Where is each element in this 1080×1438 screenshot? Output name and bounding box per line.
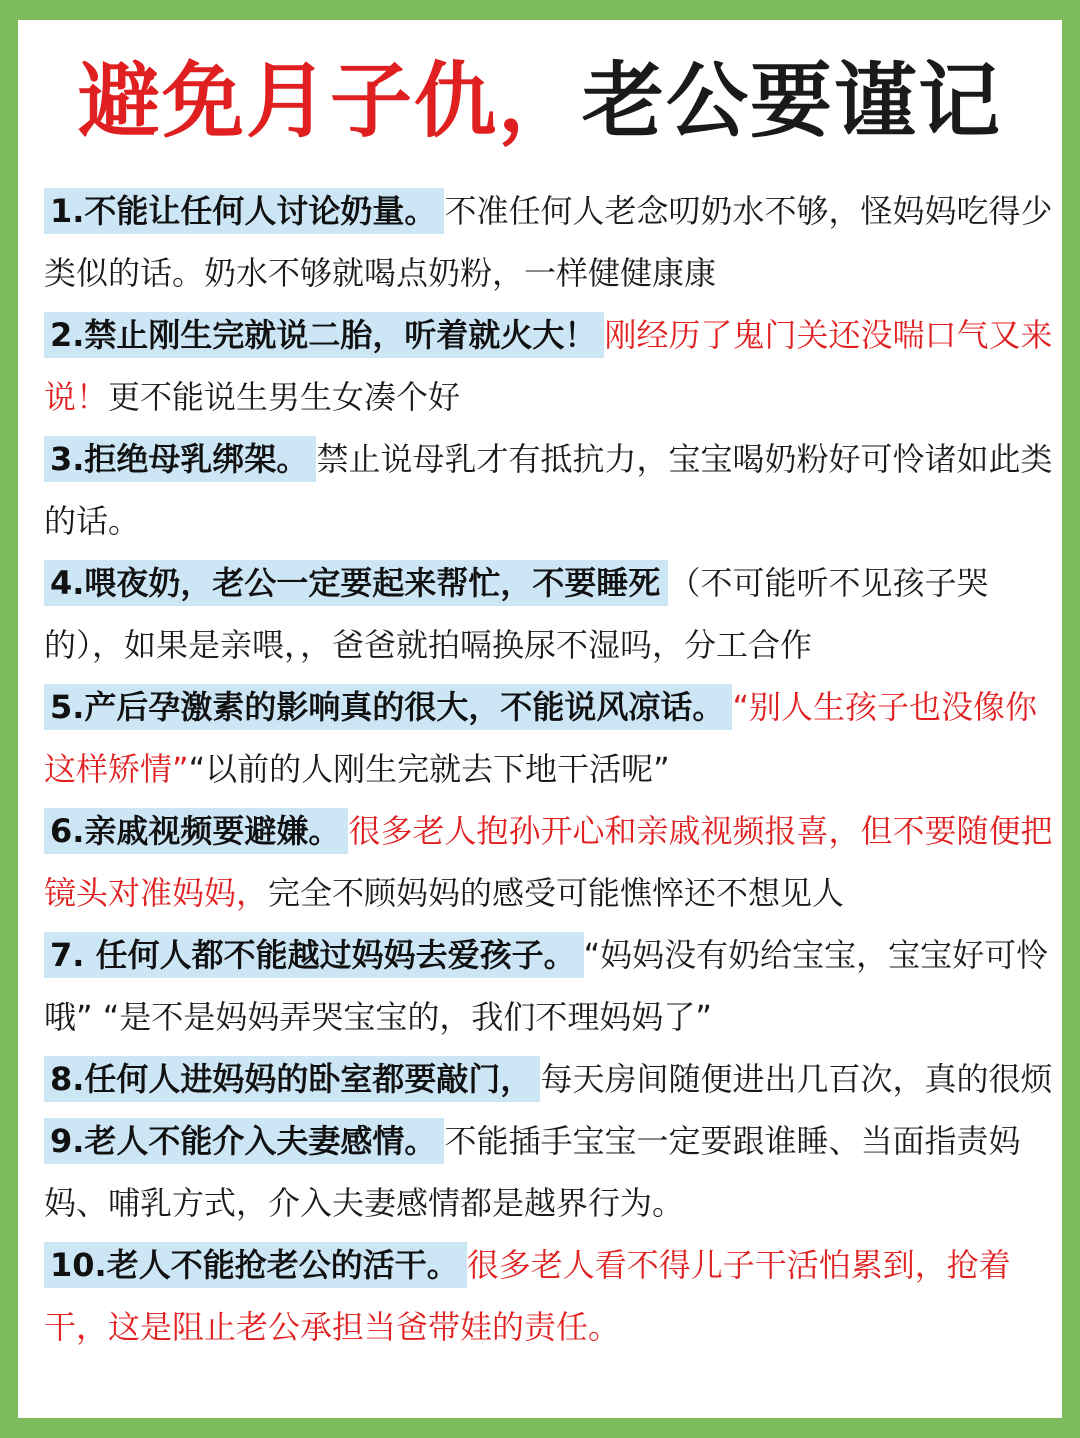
list-item	[44, 1234, 1064, 1358]
item-heading: 1.不能让任何人讨论奶量。	[44, 188, 444, 234]
item-heading: 8.任何人进妈妈的卧室都要敲门，	[44, 1056, 540, 1102]
list-item	[44, 924, 1064, 1048]
item-red-text: 很多老人抱孙开心和亲戚视频报喜，但不要随便把镜头对准妈妈，	[44, 812, 1053, 912]
item-heading: 2.禁止刚生完就说二胎，听着就火大！	[44, 312, 604, 358]
item-text: “妈妈没有奶给宝宝，宝宝好可怜哦” “是不是妈妈弄哭宝宝的，我们不理妈妈了”	[44, 936, 1049, 1036]
title-part-red: 避免月子仇，	[77, 54, 582, 149]
item-heading: 5.产后孕激素的影响真的很大，不能说风凉话。	[44, 684, 732, 730]
title-part-black: 老公要谨记	[582, 54, 1003, 149]
item-red-text: “别人生孩子也没像你这样矫情”	[44, 688, 1038, 788]
item-text: 不能插手宝宝一定要跟谁睡、当面指责妈妈、哺乳方式，介入夫妻感情都是越界行为。	[44, 1122, 1021, 1222]
item-text: 更不能说生男生女凑个好	[108, 378, 461, 416]
item-heading: 4.喂夜奶，老公一定要起来帮忙，不要睡死	[44, 560, 668, 606]
item-red-text: 刚经历了鬼门关还没喘口气又来说！	[44, 316, 1053, 416]
page-title	[0, 52, 1080, 152]
list-item	[44, 180, 1064, 304]
list-item	[44, 676, 1064, 800]
tips-list	[44, 180, 1064, 1358]
item-text: 不准任何人老念叨奶水不够，怪妈妈吃得少类似的话。奶水不够就喝点奶粉，一样健健康康	[44, 192, 1053, 292]
item-text: 禁止说母乳才有抵抗力，宝宝喝奶粉好可怜诸如此类的话。	[44, 440, 1053, 540]
item-text: 每天房间随便进出几百次，真的很烦	[540, 1060, 1053, 1098]
list-item	[44, 552, 1064, 676]
item-heading: 10.老人不能抢老公的活干。	[44, 1242, 467, 1288]
item-heading: 3.拒绝母乳绑架。	[44, 436, 316, 482]
item-heading: 7. 任何人都不能越过妈妈去爱孩子。	[44, 932, 584, 978]
list-item	[44, 800, 1064, 924]
item-red-text: 很多老人看不得儿子干活怕累到，抢着干，这是阻止老公承担当爸带娃的责任。	[44, 1246, 1011, 1346]
item-text: “以前的人刚生完就去下地干活呢”	[188, 750, 670, 788]
list-item	[44, 1110, 1064, 1234]
item-text: 完全不顾妈妈的感受可能憔悴还不想见人	[268, 874, 845, 912]
list-item	[44, 1048, 1064, 1110]
item-heading: 6.亲戚视频要避嫌。	[44, 808, 348, 854]
list-item	[44, 304, 1064, 428]
item-heading: 9.老人不能介入夫妻感情。	[44, 1118, 444, 1164]
list-item	[44, 428, 1064, 552]
item-text: （不可能听不见孩子哭的），如果是亲喂，，爸爸就拍嗝换尿不湿吗，分工合作	[44, 564, 989, 664]
